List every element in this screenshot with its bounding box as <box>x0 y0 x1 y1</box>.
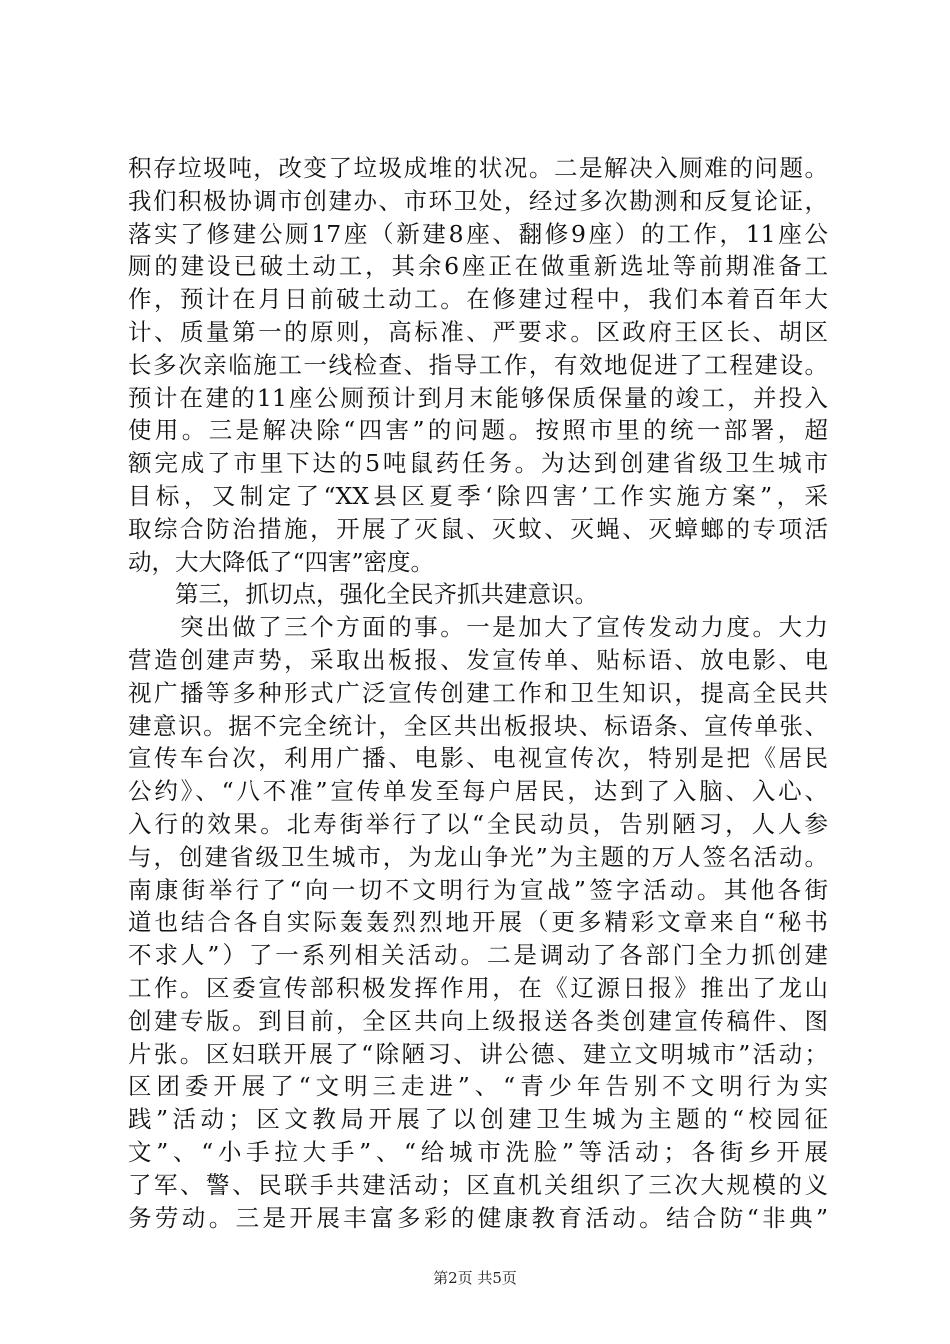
text-line: 目标，又制定了“XX县区夏季‘除四害’工作实施方案”，采 <box>128 481 828 510</box>
text-line: 取综合防治措施，开展了灭鼠、灭蚊、灭蝇、灭蟑螂的专项活 <box>128 514 828 543</box>
text-line: 南康街举行了“向一切不文明行为宣战”签字活动。其他各街 <box>128 875 828 904</box>
text-line: 务劳动。三是开展丰富多彩的健康教育活动。结合防“非典” <box>128 1203 828 1232</box>
text-line: 动，大大降低了“四害”密度。 <box>128 547 435 576</box>
text-line: 与，创建省级卫生城市，为龙山争光”为主题的万人签名活动。 <box>128 842 828 871</box>
text-line: 践”活动；区文教局开展了以创建卫生城为主题的“校园征 <box>128 1105 828 1134</box>
text-line: 长多次亲临施工一线检查、指导工作，有效地促进了工程建设。 <box>128 350 828 379</box>
text-line: 额完成了市里下达的5吨鼠药任务。为达到创建省级卫生城市 <box>128 449 828 478</box>
text-line: 第三，抓切点，强化全民齐抓共建意识。 <box>128 580 598 609</box>
text-line: 厕的建设已破土动工，其余6座正在做重新选址等前期准备工 <box>128 252 828 281</box>
text-line: 营造创建声势，采取出板报、发宣传单、贴标语、放电影、电 <box>128 645 828 674</box>
text-line: 入行的效果。北寿街举行了以“全民动员，告别陋习，人人参 <box>128 809 828 838</box>
text-line: 我们积极协调市创建办、市环卫处，经过多次勘测和反复论证， <box>128 186 828 215</box>
text-line: 积存垃圾吨，改变了垃圾成堆的状况。二是解决入厕难的问题。 <box>128 154 828 182</box>
text-line: 道也结合各自实际轰轰烈烈地开展（更多精彩文章来自“秘书 <box>128 908 828 937</box>
text-line: 工作。区委宣传部积极发挥作用，在《辽源日报》推出了龙山 <box>128 973 828 1002</box>
text-line: 片张。区妇联开展了“除陋习、讲公德、建立文明城市”活动； <box>128 1039 828 1068</box>
text-line: 建意识。据不完全统计，全区共出板报块、标语条、宣传单张、 <box>128 711 828 740</box>
text-line: 突出做了三个方面的事。一是加大了宣传发动力度。大力 <box>128 613 828 642</box>
text-line: 宣传车台次，利用广播、电影、电视宣传次，特别是把《居民 <box>128 744 828 773</box>
text-line: 预计在建的11座公厕预计到月末能够保质保量的竣工，并投入 <box>128 383 828 412</box>
text-line: 视广播等多种形式广泛宣传创建工作和卫生知识，提高全民共 <box>128 678 828 707</box>
text-line: 落实了修建公厕17座（新建8座、翻修9座）的工作，11座公 <box>128 219 828 248</box>
text-line: 文”、“小手拉大手”、“给城市洗脸”等活动；各街乡开展 <box>128 1137 828 1166</box>
text-line: 了军、警、民联手共建活动；区直机关组织了三次大规模的义 <box>128 1170 828 1199</box>
text-line: 公约》、“八不准”宣传单发至每户居民，达到了入脑、入心、 <box>128 777 828 806</box>
page-footer: 第2页 共5页 <box>433 1269 517 1287</box>
text-line: 区团委开展了“文明三走进”、“青少年告别不文明行为实 <box>128 1072 828 1101</box>
text-line: 计、质量第一的原则，高标准、严要求。区政府王区长、胡区 <box>128 317 828 346</box>
document-body <box>128 152 828 1234</box>
text-line: 创建专版。到目前，全区共向上级报送各类创建宣传稿件、图 <box>128 1006 828 1035</box>
text-line: 不求人”）了一系列相关活动。二是调动了各部门全力抓创建 <box>128 941 828 970</box>
text-line: 作，预计在月日前破土动工。在修建过程中，我们本着百年大 <box>128 285 828 314</box>
text-line: 使用。三是解决除“四害”的问题。按照市里的统一部署，超 <box>128 416 828 445</box>
